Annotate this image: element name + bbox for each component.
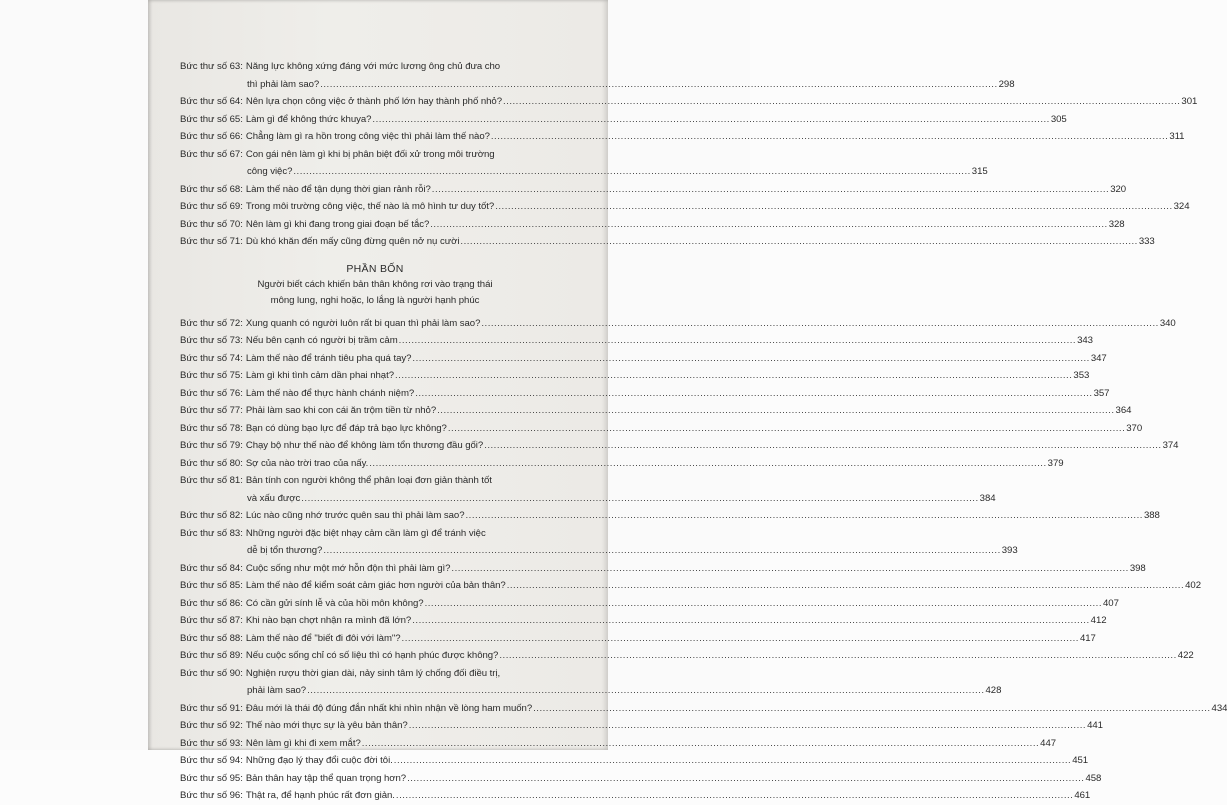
toc-entry [180,128,1185,146]
toc-entry [180,93,1198,111]
dot-leader [481,315,1158,333]
toc-entry [180,630,1096,648]
toc-entry-row [180,700,1227,718]
toc-entry [180,560,1146,578]
toc-entry-row [180,665,570,683]
toc-entry [180,752,1089,770]
toc-entry [180,647,1194,665]
page-number: 441 [1087,720,1103,731]
dot-leader [301,490,978,508]
dot-leader [495,198,1172,216]
dot-leader [320,76,997,94]
toc-entry-row [180,216,1125,234]
letter-number: Bức thư số 94: [180,755,243,766]
toc-entry-row [180,315,1176,333]
letter-number: Bức thư số 73: [180,335,243,346]
letter-title: Thật ra, để hạnh phúc rất đơn giản. [245,790,395,801]
toc-entry-row [180,420,1143,438]
letter-number: Bức thư số 84: [180,562,243,574]
letter-title: Năng lực không xứng đáng với mức lương ông chủ đưa cho [245,61,501,72]
toc-entry-row [180,595,1119,613]
dot-leader [399,332,1076,350]
letter-number: Bức thư số 93: [180,737,243,749]
dot-leader [503,93,1180,111]
toc-entry-row [180,367,1090,385]
letter-title: Nghiện rượu thời gian dài, nảy sinh tâm lý chống đối điều trị, [245,667,501,679]
toc-entry-row [180,58,570,76]
toc-entry-row [180,577,1201,595]
page-number: 353 [1073,370,1090,381]
toc-entry [180,700,1227,718]
toc-entry-row [180,350,1107,368]
toc-entry-row [180,770,1102,788]
letter-title: Những đạo lý thay đổi cuộc đời tôi. [245,755,393,766]
toc-entry-row [180,332,1093,350]
dot-leader [437,402,1114,420]
letter-title-continued: công việc? [247,166,293,177]
section-subtitle-line-1: Người biết cách khiến bản thân không rơi vào trạng thái [257,278,493,290]
letter-title: Cuộc sống như một mớ hỗn độn thì phải làm gì? [245,562,451,574]
letter-title: Sợ của nào trời trao của nấy. [245,457,369,469]
dot-leader [430,216,1107,234]
toc-entry-row [180,233,1155,251]
page-number: 311 [1169,131,1185,142]
toc-entry [180,385,1110,403]
toc-entry-row [180,93,1198,111]
dot-leader [432,181,1109,199]
toc-entry-row [180,630,1096,648]
letter-number: Bức thư số 64: [180,96,243,107]
letter-title: Làm thế nào để tránh tiêu pha quá tay? [245,352,412,364]
page-number: 422 [1177,650,1194,661]
letter-title-continued: phải làm sao? [247,685,307,696]
page-number: 320 [1110,183,1127,195]
toc-entry-row [180,507,1160,525]
page-number: 384 [979,492,996,504]
toc-entry [180,577,1201,595]
letter-number: Bức thư số 69: [180,201,243,212]
letter-title: Trong môi trường công việc, thế nào là mô hình tư duy tốt? [245,201,495,212]
toc-entry [180,735,1057,753]
page-number: 417 [1079,632,1096,644]
dot-leader [533,700,1210,718]
page-number: 301 [1181,96,1198,107]
page-number: 340 [1159,317,1176,329]
toc-entry [180,437,1179,455]
toc-entry [180,146,988,181]
page-number: 347 [1090,352,1107,364]
section-title: PHẦN BỐN [346,262,404,275]
letter-title: Những người đặc biệt nhạy cảm cần làm gì để tránh việc [245,527,486,539]
page-number: 461 [1074,790,1091,801]
toc-entry [180,58,1015,93]
page-number: 402 [1185,580,1201,591]
letter-title: Làm thế nào để tận dụng thời gian rảnh rỗi? [245,183,431,195]
letter-title: Nếu cuộc sống chỉ có số liệu thì có hạnh phúc được không? [245,650,499,661]
letter-title-continued: và xấu được [247,492,301,504]
page-number: 328 [1108,218,1125,230]
toc-entry-continuation [180,542,1018,560]
toc-entry [180,525,1018,560]
dot-leader [362,735,1039,753]
toc-entry [180,181,1127,199]
toc-entry [180,665,1002,700]
toc-entry [180,420,1143,438]
toc-entry [180,233,1155,251]
toc-entry [180,787,1091,805]
letter-number: Bức thư số 96: [180,790,243,801]
letter-title: Nên lựa chọn công việc ở thành phố lớn hay thành phố nhỏ? [245,96,502,107]
letter-number: Bức thư số 68: [180,183,243,195]
toc-entry-row [180,787,1091,805]
toc-entry [180,612,1107,630]
letter-number: Bức thư số 80: [180,457,243,469]
dot-leader [415,385,1092,403]
page-number: 398 [1129,562,1146,574]
toc-entry-row [180,560,1146,578]
letter-title: Chạy bộ như thế nào để không làm tổn thương đầu gối? [245,440,484,451]
toc-entry-row [180,181,1127,199]
toc-entry [180,770,1102,788]
letter-title: Nếu bên cạnh có người bị trầm cảm [245,335,398,346]
toc-entry [180,332,1093,350]
toc-entry-row [180,525,570,543]
page-number: 458 [1085,772,1102,784]
letter-number: Bức thư số 77: [180,405,243,416]
letter-title: Bạn có dùng bạo lực để đáp trả bạo lực không? [245,422,447,434]
letter-number: Bức thư số 65: [180,113,243,125]
letter-title: Làm thế nào để "biết đi đôi với làm"? [245,632,401,644]
letter-number: Bức thư số 67: [180,148,243,160]
letter-number: Bức thư số 82: [180,510,243,521]
dot-leader [372,111,1049,129]
letter-number: Bức thư số 76: [180,387,243,399]
page-number: 447 [1040,737,1057,749]
letter-number: Bức thư số 95: [180,772,243,784]
page-number: 333 [1138,236,1155,247]
dot-leader [460,233,1137,251]
dot-leader [466,507,1143,525]
letter-title: Làm thế nào để thực hành chánh niệm? [245,387,415,399]
letter-number: Bức thư số 63: [180,61,243,72]
page-number: 343 [1077,335,1093,346]
page-number: 357 [1093,387,1110,399]
letter-number: Bức thư số 90: [180,667,243,679]
toc-part-three-list [180,58,1198,251]
dot-leader [409,717,1086,735]
dot-leader [412,612,1089,630]
letter-number: Bức thư số 81: [180,475,243,486]
letter-number: Bức thư số 89: [180,650,243,661]
letter-title: Dù khó khăn đến mấy cũng đừng quên nở nụ cười [245,236,460,247]
letter-title-continued: thì phải làm sao? [247,78,320,90]
letter-title: Phải làm sao khi con cái ăn trộm tiền từ nhỏ? [245,405,437,416]
letter-title: Xung quanh có người luôn rất bi quan thì phải làm sao? [245,317,481,329]
dot-leader [396,787,1073,805]
page-number: 379 [1047,457,1064,469]
letter-title: Nên làm gì khi đi xem mắt? [245,737,361,749]
section-subtitle-line-2: mông lung, nghi hoặc, lo lắng là người hạnh phúc [270,294,480,306]
dot-leader [451,560,1128,578]
letter-title: Khi nào bạn chợt nhận ra mình đã lớn? [245,615,412,626]
letter-number: Bức thư số 88: [180,632,243,644]
letter-title: Lúc nào cũng nhớ trước quên sau thì phải làm sao? [245,510,465,521]
dot-leader [395,367,1072,385]
toc-entry-continuation [180,76,1015,94]
section-heading [180,261,570,309]
letter-title: Nên làm gì khi đang trong giai đoạn bế tắc? [245,218,430,230]
toc-entry-row [180,111,1067,129]
dot-leader [402,630,1079,648]
letter-title: Bản tính con người không thể phân loại đơn giản thành tốt [245,475,492,486]
page-number: 388 [1143,510,1160,521]
toc-entry [180,367,1090,385]
dot-leader [425,595,1102,613]
toc-entry [180,595,1119,613]
letter-number: Bức thư số 87: [180,615,243,626]
dot-leader [394,752,1071,770]
letter-title: Chẳng làm gì ra hồn trong công việc thì phải làm thế nào? [245,131,490,142]
toc-entry-row [180,612,1107,630]
toc-entry-continuation [180,682,1002,700]
dot-leader [407,770,1084,788]
letter-title: Con gái nên làm gì khi bị phân biệt đối xử trong môi trường [245,148,495,160]
letter-title: Làm thế nào để kiểm soát cảm giác hơn người của bản thân? [245,580,506,591]
toc-entry-row [180,735,1057,753]
letter-number: Bức thư số 74: [180,352,243,364]
toc-entry-row [180,385,1110,403]
toc-entry-row [180,437,1179,455]
toc-entry-continuation [180,490,996,508]
letter-title: Đâu mới là thái độ đúng đắn nhất khi nhìn nhận về lòng ham muốn? [245,702,533,714]
page-number: 434 [1211,702,1227,714]
toc-entry-row [180,146,570,164]
page-number: 412 [1090,615,1107,626]
letter-title: Làm gì để không thức khuya? [245,113,372,125]
toc-entry-row [180,402,1132,420]
letter-number: Bức thư số 78: [180,422,243,434]
letter-number: Bức thư số 85: [180,580,243,591]
toc-entry [180,216,1125,234]
toc-entry-row [180,128,1185,146]
letter-number: Bức thư số 86: [180,597,243,609]
page-number: 315 [971,166,988,177]
dot-leader [507,577,1184,595]
toc-entry-continuation [180,163,988,181]
page-number: 324 [1173,201,1190,212]
letter-title: Có cần gửi sính lễ và của hồi môn không? [245,597,424,609]
toc-entry-row [180,717,1103,735]
toc-entry-row [180,647,1194,665]
letter-title-continued: dễ bị tổn thương? [247,545,323,556]
letter-title: Làm gì khi tình cảm dần phai nhạt? [245,370,394,381]
dot-leader [307,682,984,700]
letter-number: Bức thư số 72: [180,317,243,329]
letter-number: Bức thư số 79: [180,440,243,451]
page-number: 374 [1162,440,1179,451]
letter-title: Thế nào mới thực sự là yêu bản thân? [245,720,408,731]
page-number: 364 [1115,405,1132,416]
toc-entry-row [180,752,1089,770]
dot-leader [448,420,1125,438]
toc-entry [180,455,1064,473]
toc-entry [180,315,1176,333]
letter-title: Bản thân hay tập thể quan trọng hơn? [245,772,407,784]
page-number: 428 [985,685,1002,696]
toc-entry [180,111,1067,129]
toc-entry [180,717,1103,735]
dot-leader [484,437,1161,455]
toc-entry [180,507,1160,525]
page-number: 451 [1072,755,1089,766]
dot-leader [323,542,1000,560]
dot-leader [369,455,1046,473]
table-of-contents [180,58,1227,805]
toc-entry [180,198,1190,216]
letter-number: Bức thư số 70: [180,218,243,230]
toc-entry [180,402,1132,420]
letter-number: Bức thư số 75: [180,370,243,381]
page-number: 305 [1050,113,1067,125]
dot-leader [412,350,1089,368]
toc-entry [180,350,1107,368]
toc-entry-row [180,455,1064,473]
toc-entry-row [180,198,1190,216]
letter-number: Bức thư số 92: [180,720,243,731]
letter-number: Bức thư số 66: [180,131,243,142]
letter-number: Bức thư số 71: [180,236,243,247]
toc-entry [180,472,996,507]
toc-entry-row [180,472,570,490]
letter-number: Bức thư số 91: [180,702,243,714]
letter-number: Bức thư số 83: [180,527,243,539]
toc-part-four-list [180,315,1227,805]
page-number: 298 [998,78,1015,90]
dot-leader [499,647,1176,665]
dot-leader [293,163,970,181]
dot-leader [491,128,1168,146]
page-number: 393 [1001,545,1018,556]
page-number: 370 [1126,422,1143,434]
page-number: 407 [1103,597,1119,609]
